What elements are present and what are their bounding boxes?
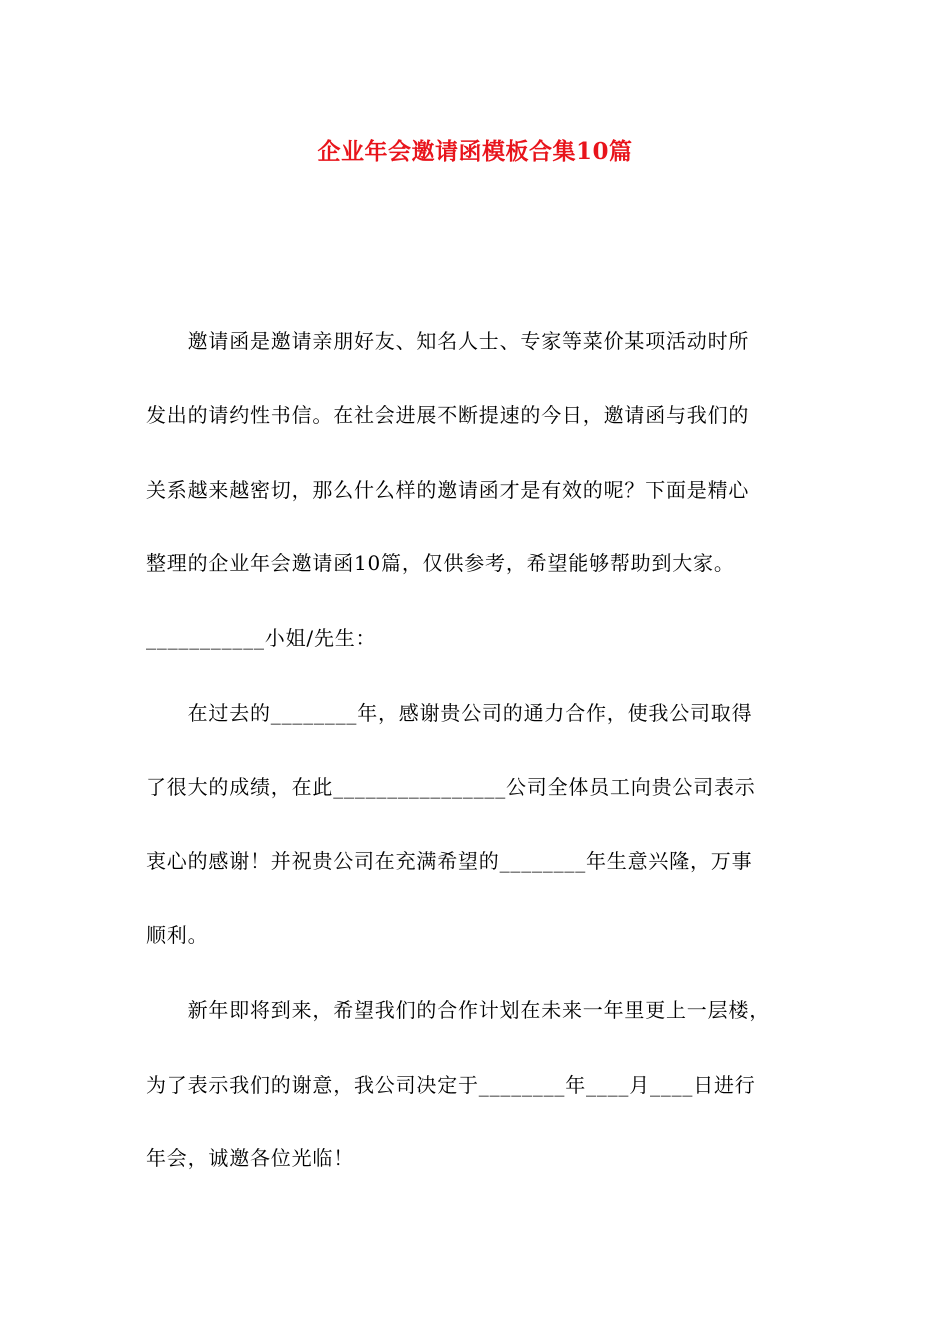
- body-line-12: 年会，诚邀各位光临！: [146, 1146, 354, 1170]
- body-line-6: 在过去的________年，感谢贵公司的通力合作，使我公司取得: [146, 701, 753, 725]
- body-line-10: 新年即将到来，希望我们的合作计划在未来一年里更上一层楼，: [146, 998, 770, 1022]
- body-line-1: 邀请函是邀请亲朋好友、知名人士、专家等菜价某项活动时所: [146, 329, 750, 353]
- body-line-2: 发出的请约性书信。在社会进展不断提速的今日，邀请函与我们的: [146, 403, 750, 427]
- body-line-7: 了很大的成绩，在此________________公司全体员工向贵公司表示: [146, 775, 756, 799]
- body-line-9: 顺利。: [146, 923, 209, 947]
- salutation-line: ___________小姐/先生：: [146, 626, 377, 650]
- body-line-8: 衷心的感谢！并祝贵公司在充满希望的________年生意兴隆，万事: [146, 849, 753, 873]
- document-title: 企业年会邀请函模板合集10篇: [317, 138, 633, 165]
- body-line-3: 关系越来越密切，那么什么样的邀请函才是有效的呢？下面是精心: [146, 478, 750, 502]
- body-line-4: 整理的企业年会邀请函10篇，仅供参考，希望能够帮助到大家。: [146, 551, 735, 575]
- body-line-11: 为了表示我们的谢意，我公司决定于________年____月____日进行: [146, 1073, 756, 1097]
